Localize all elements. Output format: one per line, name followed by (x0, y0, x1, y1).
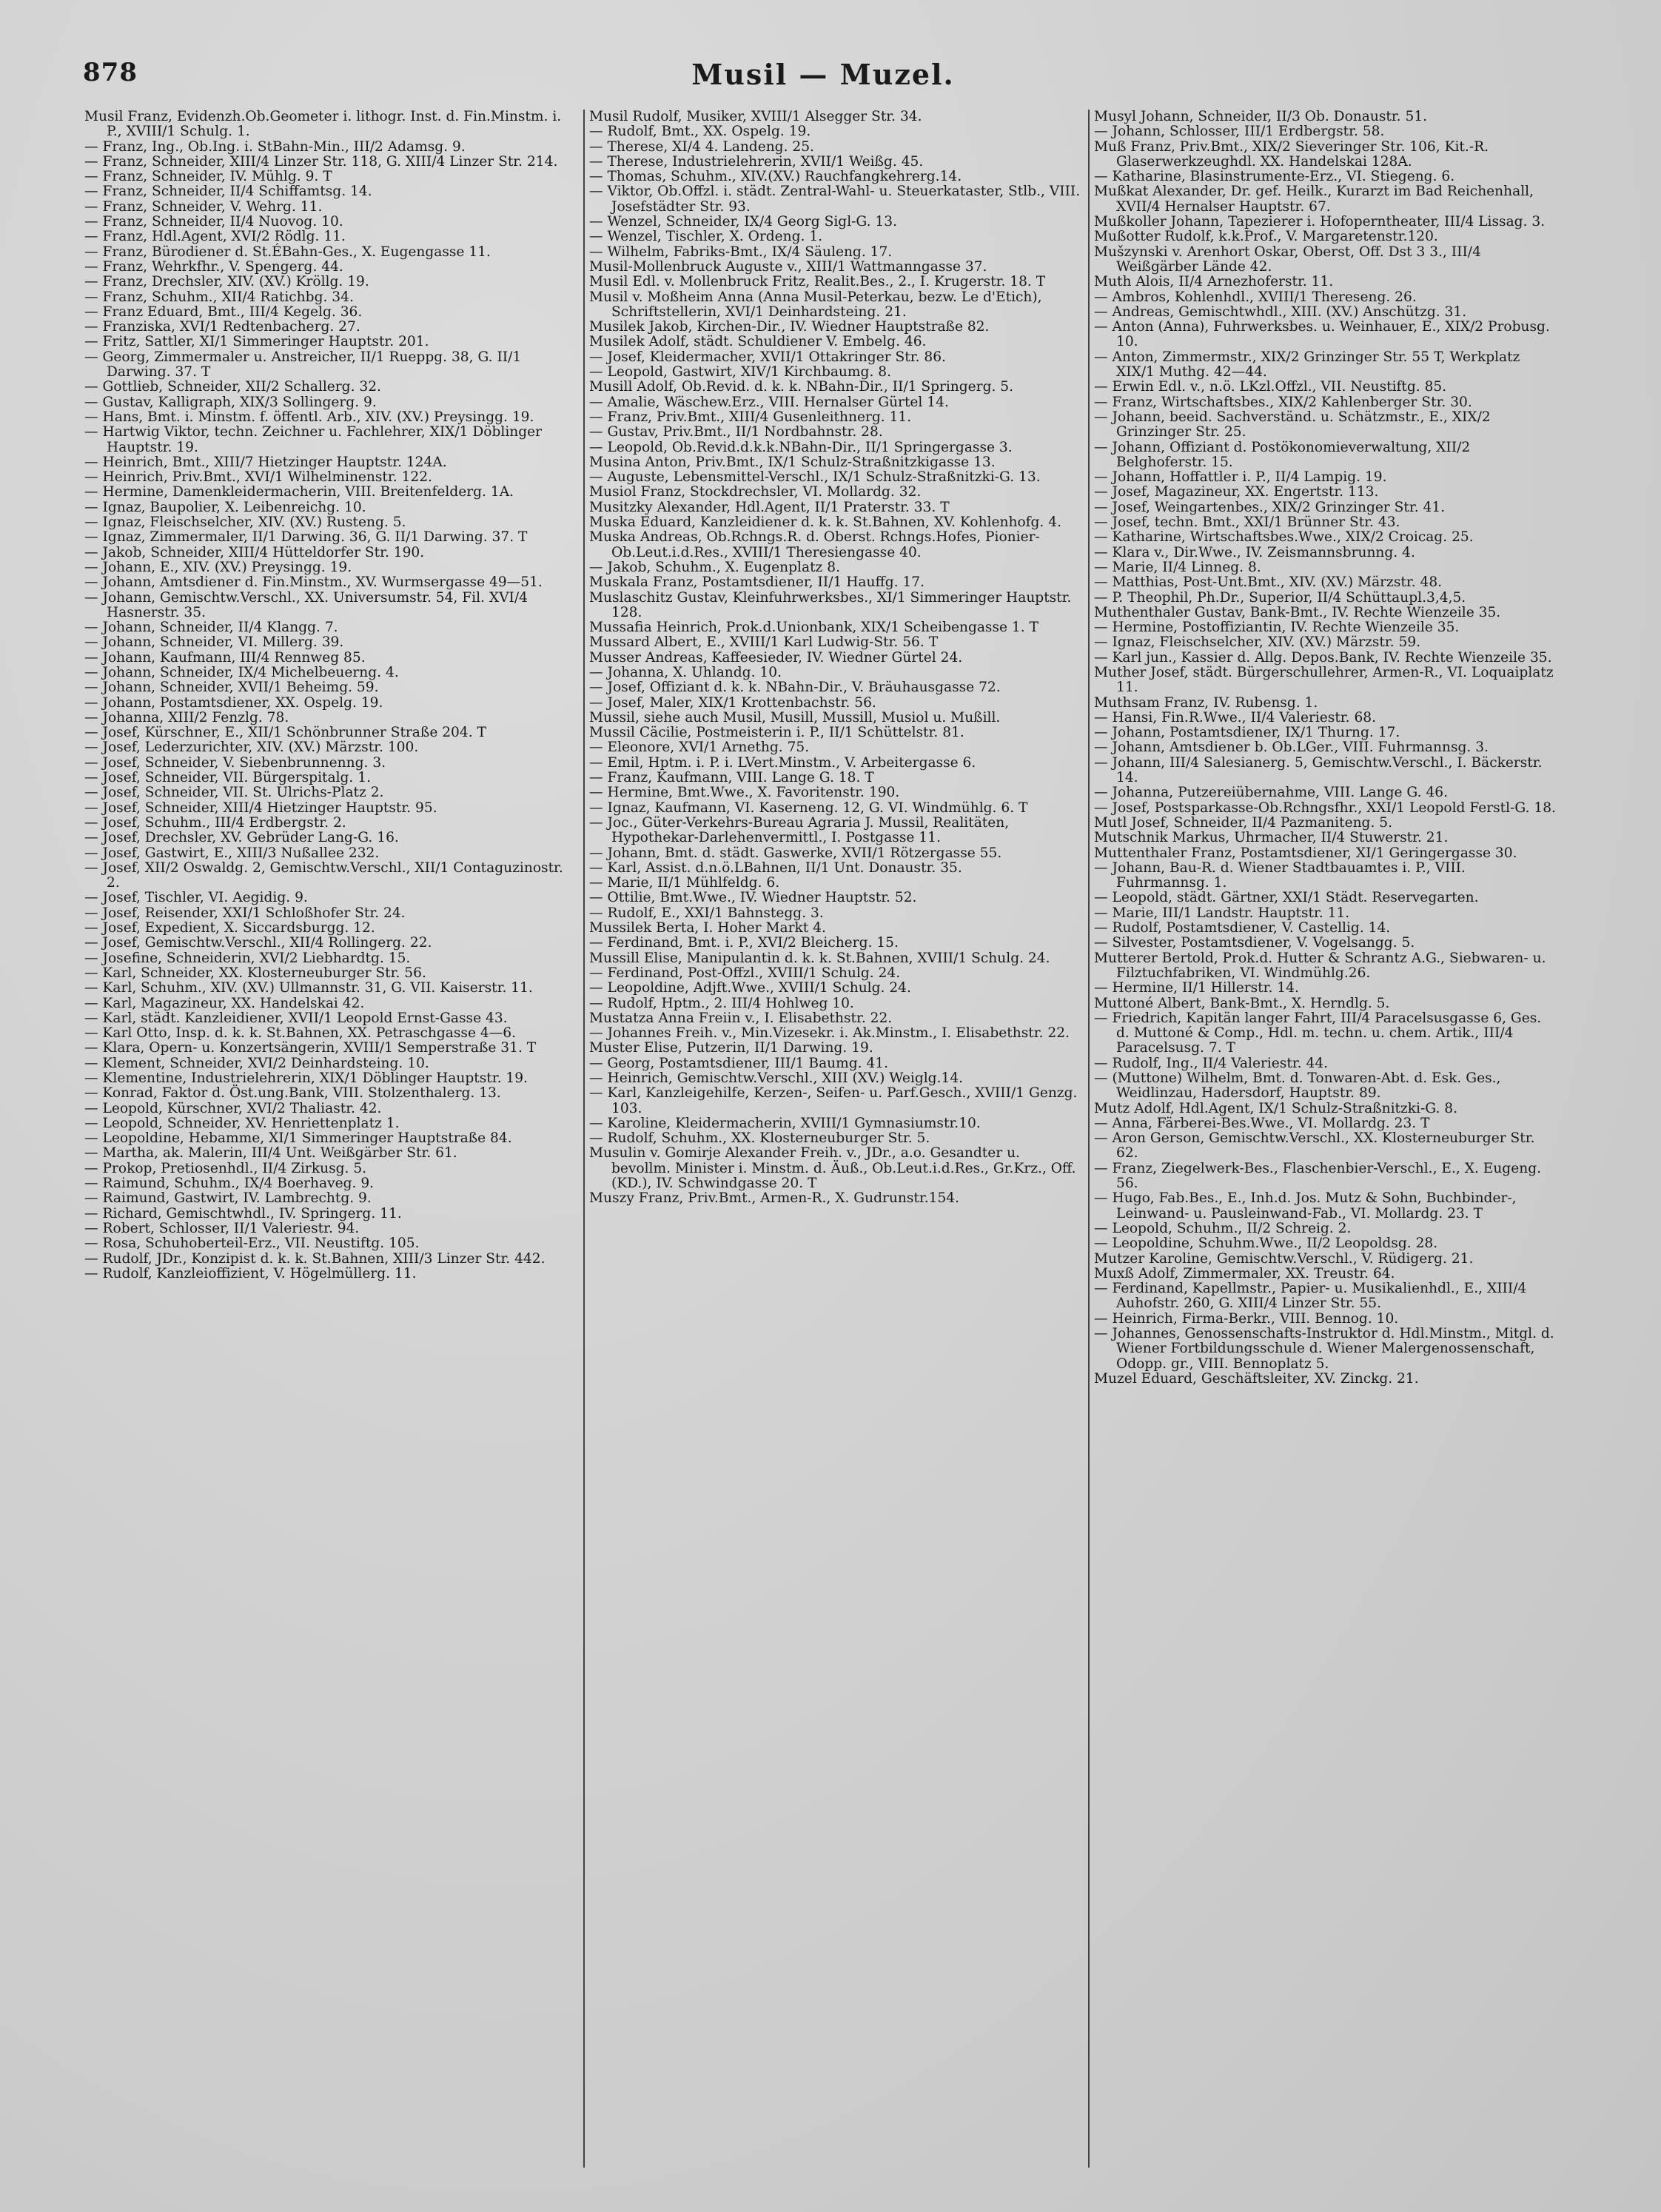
directory-entry: Musil Franz, Evidenzh.Ob.Geometer i. lithogr. Inst. d. Fin.Minstm. i. P., XVIII/1 Schulg. 1. (84, 110, 562, 140)
directory-entry: — Heinrich, Gemischtw.Verschl., XIII (XV.) Weiglg.14. (589, 1070, 964, 1086)
directory-entry: — Rudolf, Bmt., XX. Ospelg. 19. (589, 124, 811, 140)
directory-entry: — Raimund, Gastwirt, IV. Lambrechtg. 9. (84, 1190, 372, 1207)
directory-entry: — Leopold, Kürschner, XVI/2 Thaliastr. 42. (84, 1100, 382, 1116)
page-header (83, 58, 1563, 99)
directory-entry: — Ignaz, Zimmermaler, II/1 Darwing. 36, G. II/1 Darwing. 37. T (84, 529, 528, 546)
directory-entry: — Rudolf, Schuhm., XX. Klosterneuburger Str. 5. (589, 1130, 930, 1147)
directory-entry: Muszy Franz, Priv.Bmt., Armen-R., X. Gudrunstr.154. (589, 1190, 960, 1207)
directory-entry: — Marie, II/1 Mühlfeldg. 6. (589, 875, 780, 891)
directory-entry: — Klara, Opern- u. Konzertsängerin, XVIII/1 Semperstraße 31. T (84, 1040, 537, 1056)
page-number: 878 (83, 58, 138, 87)
directory-entry: — Josef, Schneider, VII. Bürgerspitalg. 1. (84, 770, 371, 786)
directory-entry: — Hansi, Fin.R.Wwe., II/4 Valeriestr. 68. (1094, 709, 1377, 725)
directory-entry: Musina Anton, Priv.Bmt., IX/1 Schulz-Straßnitzkigasse 13. (589, 454, 996, 470)
directory-entry: Muster Elise, Putzerin, II/1 Darwing. 19. (589, 1040, 873, 1056)
directory-entry: Mutschnik Markus, Uhrmacher, II/4 Stuwerstr. 21. (1094, 830, 1449, 846)
directory-entry: — Leopold, Schneider, XV. Henriettenplatz 1. (84, 1115, 400, 1131)
directory-entry: — Matthias, Post-Unt.Bmt., XIV. (XV.) Märzstr. 48. (1094, 574, 1443, 591)
directory-entry: — Josefine, Schneiderin, XVI/2 Liebhardtg. 15. (84, 950, 411, 966)
directory-entry: — Erwin Edl. v., n.ö. LKzl.Offzl., VII. Neustiftg. 85. (1094, 379, 1447, 395)
directory-entry: — Josef, Drechsler, XV. Gebrüder Lang-G. 16. (84, 830, 399, 846)
directory-entry: Musil Rudolf, Musiker, XVIII/1 Alsegger Str. 34. (589, 110, 922, 124)
directory-entry: — Josef, Kleidermacher, XVII/1 Ottakringer Str. 86. (589, 349, 946, 365)
directory-entry: — Franz Eduard, Bmt., III/4 Kegelg. 36. (84, 304, 363, 320)
directory-entry: — Georg, Zimmermaler u. Anstreicher, II/1 Rueppg. 38, G. II/1 Darwing. 37. T (84, 349, 522, 381)
directory-entry: — Klara v., Dir.Wwe., IV. Zeismannsbrunng. 4. (1094, 544, 1415, 560)
directory-entry: — Hermine, II/1 Hillerstr. 14. (1094, 980, 1299, 996)
directory-entry: — Franz, Schneider, IV. Mühlg. 9. T (84, 169, 332, 185)
directory-entry: — Johanna, X. Uhlandg. 10. (589, 664, 782, 680)
directory-entry: — Gustav, Priv.Bmt., II/1 Nordbahnstr. 28. (589, 424, 883, 440)
directory-entry: — Johann, Hoffattler i. P., II/4 Lampig. 19. (1094, 469, 1387, 486)
directory-entry: — Therese, XI/4 4. Landeng. 25. (589, 138, 814, 155)
directory-entry: — Johann, Schlosser, III/1 Erdbergstr. 58. (1094, 124, 1385, 140)
directory-entry: — Andreas, Gemischtwhdl., XIII. (XV.) Anschützg. 31. (1094, 304, 1467, 320)
directory-entry: — Franziska, XVI/1 Redtenbacherg. 27. (84, 319, 360, 335)
directory-entry: — Josef, Tischler, VI. Aegidig. 9. (84, 890, 308, 906)
directory-entry: — Josef, Lederzurichter, XIV. (XV.) Märzstr. 100. (84, 740, 419, 756)
directory-entry: — Rudolf, Ing., II/4 Valeriestr. 44. (1094, 1055, 1329, 1071)
directory-entry: — Hartwig Viktor, techn. Zeichner u. Fachlehrer, XIX/1 Döblinger Hauptstr. 19. (84, 424, 543, 455)
directory-entry: Muthsam Franz, IV. Rubensg. 1. (1094, 694, 1318, 711)
directory-entry: Musil-Mollenbruck Auguste v., XIII/1 Wattmanngasse 37. (589, 258, 987, 275)
directory-entry: — Ambros, Kohlenhdl., XVIII/1 Thereseng. 26. (1094, 289, 1417, 305)
directory-entry: — Johanna, XIII/2 Fenzlg. 78. (84, 709, 289, 725)
directory-entry: — Josef, Expedient, X. Siccardsburgg. 12. (84, 920, 375, 936)
directory-entry: — Marie, II/4 Linneg. 8. (1094, 559, 1261, 575)
directory-entry: Mutz Adolf, Hdl.Agent, IX/1 Schulz-Straßnitzki-G. 8. (1094, 1100, 1458, 1116)
column-right (1090, 110, 1563, 2168)
directory-entry: — Gustav, Kalligraph, XIX/3 Sollingerg. 9. (84, 394, 377, 410)
directory-entry: Muther Josef, städt. Bürgerschullehrer, Armen-R., VI. Loquaiplatz 11. (1094, 664, 1554, 696)
directory-entry: — Friedrich, Kapitän langer Fahrt, III/4 Paracelsusgasse 6, Ges. d. Muttoné & Comp., Hdl. m. techn. u. chem. Artik., III/4 Paracelsusg. 7. T (1094, 1010, 1542, 1056)
directory-entry: — Josef, Weingartenbes., XIX/2 Grinzinger Str. 41. (1094, 499, 1446, 515)
directory-entry: — Johann, Kaufmann, III/4 Rennweg 85. (84, 649, 366, 666)
directory-entry: Musilek Adolf, städt. Schuldiener V. Embelg. 46. (589, 334, 927, 350)
directory-entry: — Josef, XII/2 Oswaldg. 2, Gemischtw.Verschl., XII/1 Contaguzinostr. 2. (84, 859, 563, 891)
directory-entry: — Johann, Schneider, VI. Millerg. 39. (84, 634, 344, 651)
directory-entry: — Ferdinand, Kapellmstr., Papier- u. Musikalienhdl., E., XIII/4 Auhofstr. 260, G. XIII/4 Linzer Str. 55. (1094, 1281, 1527, 1312)
directory-entry: — Thomas, Schuhm., XIV.(XV.) Rauchfangkehrerg.14. (589, 169, 962, 185)
directory-entry: — Franz, Schneider, XIII/4 Linzer Str. 118, G. XIII/4 Linzer Str. 214. (84, 153, 558, 170)
directory-entry: — Karl, Assist. d.n.ö.LBahnen, II/1 Unt. Donaustr. 35. (589, 859, 962, 876)
directory-entry: Musyl Johann, Schneider, II/3 Ob. Donaustr. 51. (1094, 110, 1428, 124)
directory-entry: Mussill Elise, Manipulantin d. k. k. St.Bahnen, XVIII/1 Schulg. 24. (589, 950, 1050, 966)
directory-entry: — Hermine, Postoffiziantin, IV. Rechte Wienzeile 35. (1094, 620, 1460, 636)
directory-entry: — Georg, Postamtsdiener, III/1 Baumg. 41. (589, 1055, 889, 1071)
directory-entry: Muttoné Albert, Bank-Bmt., X. Herndlg. 5. (1094, 995, 1390, 1011)
directory-entry: Musill Adolf, Ob.Revid. d. k. k. NBahn-Dir., II/1 Springerg. 5. (589, 379, 1014, 395)
directory-entry: — Karl, städt. Kanzleidiener, XVII/1 Leopold Ernst-Gasse 43. (84, 1010, 508, 1026)
directory-entry: — Karl, Schuhm., XIV. (XV.) Ullmannstr. 31, G. VII. Kaiserstr. 11. (84, 980, 533, 996)
directory-entry: — Johann, Schneider, IX/4 Michelbeuerng. 4. (84, 664, 399, 680)
directory-entry: — Katharine, Blasinstrumente-Erz., VI. Stiegeng. 6. (1094, 169, 1455, 185)
directory-entry: — Johanna, Putzereiübernahme, VIII. Lange G. 46. (1094, 785, 1449, 801)
directory-entry: — Wenzel, Tischler, X. Ordeng. 1. (589, 229, 823, 245)
directory-entry: — Katharine, Wirtschaftsbes.Wwe., XIX/2 Croicag. 25. (1094, 529, 1474, 546)
directory-entry: Muska Eduard, Kanzleidiener d. k. k. St.Bahnen, XV. Kohlenhofg. 4. (589, 515, 1061, 531)
directory-entry: — Emil, Hptm. i. P. i. LVert.Minstm., V. Arbeitergasse 6. (589, 754, 976, 771)
directory-entry: — Josef, Reisender, XXI/1 Schloßhofer Str. 24. (84, 905, 406, 921)
directory-entry: — Josef, Postsparkasse-Ob.Rchngsfhr., XXI/1 Leopold Ferstl-G. 18. (1094, 800, 1556, 816)
directory-entry: — Franz, Bürodiener d. St.ÉBahn-Ges., X. Eugengasse 11. (84, 244, 491, 260)
directory-entry: — Viktor, Ob.Offzl. i. städt. Zentral-Wahl- u. Steuerkataster, Stlb., VIII. Josefstädter Str. 93. (589, 184, 1081, 215)
directory-entry: — Johann, Bmt. d. städt. Gaswerke, XVII/1 Rötzergasse 55. (589, 845, 1002, 861)
directory-entry: — Raimund, Schuhm., IX/4 Boerhaveg. 9. (84, 1176, 375, 1192)
directory-entry: — Karl, Magazineur, XX. Handelskai 42. (84, 995, 365, 1011)
directory-entry: — Joc., Güter-Verkehrs-Bureau Agraria J. Mussil, Realitäten, Hypothekar-Darlehenvermittl., I. Postgasse 11. (589, 814, 1010, 846)
directory-entry: Musulin v. Gomirje Alexander Freih. v., JDr., a.o. Gesandter u. bevollm. Minister i. Minstm. d. Äuß., Ob.Leut.i.d.Res., Gr.Krz., Off.(KD.), IV. Schwindgasse 20. T (589, 1145, 1076, 1192)
directory-entry: — Karl, Schneider, XX. Klosterneuburger Str. 56. (84, 965, 426, 981)
directory-entry: — Prokop, Pretiosenhdl., II/4 Zirkusg. 5. (84, 1160, 367, 1176)
directory-entry: — Josef, Schneider, XIII/4 Hietzinger Hauptstr. 95. (84, 800, 437, 816)
directory-entry: — Rudolf, Hptm., 2. III/4 Hohlweg 10. (589, 995, 854, 1011)
directory-entry: — Josef, Schneider, V. Siebenbrunnenng. 3. (84, 754, 386, 771)
directory-entry: — Gottlieb, Schneider, XII/2 Schallerg. 32. (84, 379, 381, 395)
directory-entry: — Ignaz, Fleischselcher, XIV. (XV.) Rusteng. 5. (84, 515, 406, 531)
directory-entry: — Hugo, Fab.Bes., E., Inh.d. Jos. Mutz & Sohn, Buchbinder-, Leinwand- u. Pausleinwand-Fab., VI. Mollardg. 23. T (1094, 1190, 1517, 1221)
directory-entry: — Jakob, Schneider, XIII/4 Hütteldorfer Str. 190. (84, 544, 425, 560)
directory-entry: — Franz, Schneider, II/4 Nuovog. 10. (84, 214, 343, 230)
directory-entry: — Johannes Freih. v., Min.Vizesekr. i. Ak.Minstm., I. Elisabethstr. 22. (589, 1025, 1070, 1042)
directory-entry: — Johann, Gemischtw.Verschl., XX. Universumstr. 54, Fil. XVI/4 Hasnerstr. 35. (84, 589, 528, 620)
directory-entry: — Franz, Wirtschaftsbes., XIX/2 Kahlenberger Str. 30. (1094, 394, 1472, 410)
directory-entry: — Klement, Schneider, XVI/2 Deinhardsteing. 10. (84, 1055, 429, 1071)
directory-entry: Muska Andreas, Ob.Rchngs.R. d. Oberst. Rchngs.Hofes, Pionier-Ob.Leut.i.d.Res., XVIII/1 Theresiengasse 40. (589, 529, 1040, 560)
directory-entry: — Hermine, Bmt.Wwe., X. Favoritenstr. 190. (589, 785, 900, 801)
directory-entry: — Hans, Bmt. i. Minstm. f. öffentl. Arb., XIV. (XV.) Preysingg. 19. (84, 409, 534, 425)
directory-entry: — Rosa, Schuhoberteil-Erz., VII. Neustiftg. 105. (84, 1236, 420, 1252)
directory-entry: — Josef, Schuhm., III/4 Erdbergstr. 2. (84, 814, 346, 831)
directory-entry: — Franz, Ziegelwerk-Bes., Flaschenbier-Verschl., E., X. Eugeng. 56. (1094, 1160, 1542, 1192)
column-middle (585, 110, 1090, 2168)
directory-entry: — Johann, Schneider, II/4 Klangg. 7. (84, 620, 338, 636)
directory-entry: — Heinrich, Firma-Berkr., VIII. Bennog. 10. (1094, 1310, 1399, 1327)
directory-entry: Mušzynski v. Arenhort Oskar, Oberst, Off. Dst 3 3., III/4 Weißgärber Lände 42. (1094, 244, 1481, 275)
directory-entry: Mutl Josef, Schneider, II/4 Pazmaniteng. 5. (1094, 814, 1393, 831)
directory-entry: — Josef, Kürschner, E., XII/1 Schönbrunner Straße 204. T (84, 725, 486, 741)
directory-entry: — Leopoldine, Schuhm.Wwe., II/2 Leopoldsg. 28. (1094, 1236, 1438, 1252)
directory-entry: — Aron Gerson, Gemischtw.Verschl., XX. Klosterneuburger Str. 62. (1094, 1130, 1535, 1162)
directory-entry: Musitzky Alexander, Hdl.Agent, II/1 Praterstr. 33. T (589, 499, 950, 515)
directory-entry: — Leopoldine, Hebamme, XI/1 Simmeringer Hauptstraße 84. (84, 1130, 512, 1147)
directory-entry: — Rudolf, E., XXI/1 Bahnstegg. 3. (589, 905, 824, 921)
directory-entry: — Johann, Bau-R. d. Wiener Stadtbauamtes i. P., VIII. Fuhrmannsg. 1. (1094, 859, 1466, 891)
directory-entry: Mussafia Heinrich, Prok.d.Unionbank, XIX/1 Scheibengasse 1. T (589, 620, 1038, 636)
directory-entry: Muth Alois, II/4 Arnezhoferstr. 11. (1094, 274, 1334, 290)
directory-entry: — Wilhelm, Fabriks-Bmt., IX/4 Säuleng. 17. (589, 244, 893, 260)
directory-entry: — Konrad, Faktor d. Öst.ung.Bank, VIII. Stolzenthalerg. 13. (84, 1085, 501, 1102)
directory-entry: — Karl, Kanzleigehilfe, Kerzen-, Seifen- u. Parf.Gesch., XVIII/1 Genzg. 103. (589, 1085, 1078, 1116)
directory-entry: — Franz, Hdl.Agent, XVI/2 Rödlg. 11. (84, 229, 346, 245)
directory-entry: Mussard Albert, E., XVIII/1 Karl Ludwig-Str. 56. T (589, 634, 939, 651)
directory-entry: — Josef, Gastwirt, E., XIII/3 Nußallee 232. (84, 845, 380, 861)
directory-entry: — Leopoldine, Adjft.Wwe., XVIII/1 Schulg. 24. (589, 980, 911, 996)
directory-entry: Mutzer Karoline, Gemischtw.Verschl., V. Rüdigerg. 21. (1094, 1250, 1474, 1267)
directory-entry: Musiol Franz, Stockdrechsler, VI. Mollardg. 32. (589, 484, 922, 500)
directory-entry: — Franz, Schuhm., XII/4 Ratichbg. 34. (84, 289, 354, 305)
directory-entry: — Johann, Postamtsdiener, IX/1 Thurng. 17. (1094, 725, 1400, 741)
directory-entry: Musilek Jakob, Kirchen-Dir., IV. Wiedner Hauptstraße 82. (589, 319, 990, 335)
directory-entry: — Karl Otto, Insp. d. k. k. St.Bahnen, XX. Petraschgasse 4—6. (84, 1025, 517, 1042)
running-head: Musil — Muzel. (691, 58, 955, 91)
directory-entry: — Franz, Priv.Bmt., XIII/4 Gusenleithnerg. 11. (589, 409, 912, 425)
directory-entry: Mußotter Rudolf, k.k.Prof., V. Margaretenstr.120. (1094, 229, 1438, 245)
directory-entry: — Leopold, Ob.Revid.d.k.k.NBahn-Dir., II/1 Springergasse 3. (589, 439, 1013, 455)
directory-entry: — Josef, Magazineur, XX. Engertstr. 113. (1094, 484, 1379, 500)
directory-entry: — Johannes, Genossenschafts-Instruktor d. Hdl.Minstm., Mitgl. d. Wiener Fortbildungsschule d. Wiener Malergenossenschaft, Odopp. gr., VIII. Bennoplatz 5. (1094, 1326, 1554, 1372)
directory-entry: — Ferdinand, Post-Offzl., XVIII/1 Schulg. 24. (589, 965, 901, 981)
directory-entry: — Karoline, Kleidermacherin, XVIII/1 Gymnasiumstr.10. (589, 1115, 981, 1131)
directory-entry: Muzel Eduard, Geschäftsleiter, XV. Zinckg. 21. (1094, 1370, 1419, 1387)
directory-entry: — Johann, E., XIV. (XV.) Preysingg. 19. (84, 559, 352, 575)
directory-entry: — Anna, Färberei-Bes.Wwe., VI. Mollardg. 23. T (1094, 1115, 1430, 1131)
directory-entry: — Karl jun., Kassier d. Allg. Depos.Bank, IV. Rechte Wienzeile 35. (1094, 649, 1552, 666)
directory-entry: — Johann, beeid. Sachverständ. u. Schätzmstr., E., XIX/2 Grinzinger Str. 25. (1094, 409, 1491, 440)
directory-entry: — Amalie, Wäschew.Erz., VIII. Hernalser Gürtel 14. (589, 394, 949, 410)
directory-entry: — Wenzel, Schneider, IX/4 Georg Sigl-G. 13. (589, 214, 898, 230)
directory-entry: — Martha, ak. Malerin, III/4 Unt. Weißgärber Str. 61. (84, 1145, 457, 1162)
entry-columns (80, 110, 1563, 2168)
directory-entry: Mussil Cäcilie, Postmeisterin i. P., II/1 Schüttelstr. 81. (589, 725, 964, 741)
directory-entry: — Franz, Wehrkfhr., V. Spengerg. 44. (84, 258, 343, 275)
directory-entry: Muthenthaler Gustav, Bank-Bmt., IV. Rechte Wienzeile 35. (1094, 604, 1501, 620)
directory-entry: — Rudolf, Kanzleioffizient, V. Högelmüllerg. 11. (84, 1265, 417, 1281)
directory-entry: Mußkat Alexander, Dr. gef. Heilk., Kurarzt im Bad Reichenhall, XVII/4 Hernalser Hauptstr. 67. (1094, 184, 1534, 215)
directory-entry: — Johann, III/4 Salesianerg. 5, Gemischtw.Verschl., I. Bäckerstr. 14. (1094, 754, 1543, 786)
directory-entry: — Josef, Offiziant d. k. k. NBahn-Dir., V. Bräuhausgasse 72. (589, 680, 1001, 696)
directory-entry: — Ignaz, Kaufmann, VI. Kaserneng. 12, G. VI. Windmühlg. 6. T (589, 800, 1028, 816)
column-left (80, 110, 585, 2168)
directory-entry: Muttenthaler Franz, Postamtsdiener, XI/1 Geringergasse 30. (1094, 845, 1517, 861)
directory-entry: — Josef, Gemischtw.Verschl., XII/4 Rollingerg. 22. (84, 935, 432, 951)
directory-entry: — Johann, Postamtsdiener, XX. Ospelg. 19. (84, 694, 383, 711)
directory-entry: — Auguste, Lebensmittel-Verschl., IX/1 Schulz-Straßnitzki-G. 13. (589, 469, 1041, 486)
directory-entry: — Leopold, städt. Gärtner, XXI/1 Städt. Reservegarten. (1094, 890, 1479, 906)
directory-entry: — Heinrich, Bmt., XIII/7 Hietzinger Hauptstr. 124A. (84, 454, 447, 470)
directory-entry: — Anton, Zimmermstr., XIX/2 Grinzinger Str. 55 T, Werkplatz XIX/1 Muthg. 42—44. (1094, 349, 1520, 381)
directory-entry: Muxß Adolf, Zimmermaler, XX. Treustr. 64. (1094, 1265, 1395, 1281)
directory-entry: Mutterer Bertold, Prok.d. Hutter & Schrantz A.G., Siebwaren- u. Filztuchfabriken, VI. Windmühlg.26. (1094, 950, 1546, 981)
directory-entry: Musser Andreas, Kaffeesieder, IV. Wiedner Gürtel 24. (589, 649, 963, 666)
directory-entry: — Josef, techn. Bmt., XXI/1 Brünner Str. 43. (1094, 515, 1400, 531)
directory-entry: — Franz, Kaufmann, VIII. Lange G. 18. T (589, 770, 874, 786)
directory-entry: Mustatza Anna Freiin v., I. Elisabethstr. 22. (589, 1010, 893, 1026)
directory-entry: — Leopold, Gastwirt, XIV/1 Kirchbaumg. 8. (589, 364, 892, 381)
directory-entry: Musil Edl. v. Mollenbruck Fritz, Realit.Bes., 2., I. Krugerstr. 18. T (589, 274, 1046, 290)
directory-entry: Mußkoller Johann, Tapezierer i. Hofoperntheater, III/4 Lissag. 3. (1094, 214, 1546, 230)
directory-entry: — Jakob, Schuhm., X. Eugenplatz 8. (589, 559, 841, 575)
directory-entry: — Ignaz, Fleischselcher, XIV. (XV.) Märzstr. 59. (1094, 634, 1421, 651)
directory-entry: — Josef, Schneider, VII. St. Ulrichs-Platz 2. (84, 785, 384, 801)
directory-entry: — Ottilie, Bmt.Wwe., IV. Wiedner Hauptstr. 52. (589, 890, 917, 906)
directory-entry: — P. Theophil, Ph.Dr., Superior, II/4 Schüttaupl.3,4,5. (1094, 589, 1466, 606)
directory-entry: — Ignaz, Baupolier, X. Leibenreichg. 10. (84, 499, 366, 515)
directory-entry: — Johann, Schneider, XVII/1 Beheimg. 59. (84, 680, 379, 696)
directory-entry: — Robert, Schlosser, II/1 Valeriestr. 94. (84, 1220, 360, 1236)
directory-entry: — Therese, Industrielehrerin, XVII/1 Weißg. 45. (589, 153, 924, 170)
directory-entry: Muß Franz, Priv.Bmt., XIX/2 Sieveringer Str. 106, Kit.-R. Glaserwerkzeughdl. XX. Handelskai 128A. (1094, 138, 1489, 170)
directory-entry: — Leopold, Schuhm., II/2 Schreig. 2. (1094, 1220, 1352, 1236)
directory-entry: — Josef, Maler, XIX/1 Krottenbachstr. 56. (589, 694, 876, 711)
directory-entry: — Richard, Gemischtwhdl., IV. Springerg. 11. (84, 1205, 402, 1221)
directory-entry: Mussilek Berta, I. Hoher Markt 4. (589, 920, 826, 936)
directory-entry: — Hermine, Damenkleidermacherin, VIII. Breitenfelderg. 1A. (84, 484, 514, 500)
directory-entry: — Marie, III/1 Landstr. Hauptstr. 11. (1094, 905, 1350, 921)
directory-entry: — Johann, Amtsdiener b. Ob.LGer., VIII. Fuhrmannsg. 3. (1094, 740, 1489, 756)
directory-entry: Muslaschitz Gustav, Kleinfuhrwerksbes., XI/1 Simmeringer Hauptstr. 128. (589, 589, 1072, 620)
directory-entry: — Johann, Offiziant d. Postökonomieverwaltung, XII/2 Belghoferstr. 15. (1094, 439, 1471, 470)
directory-entry: — Fritz, Sattler, XI/1 Simmeringer Hauptstr. 201. (84, 334, 429, 350)
directory-entry: Mussil, siehe auch Musil, Musill, Mussill, Musiol u. Mußill. (589, 709, 1001, 725)
directory-entry: — Franz, Schneider, II/4 Schiffamtsg. 14. (84, 184, 372, 200)
directory-entry: — Franz, Schneider, V. Wehrg. 11. (84, 198, 323, 215)
directory-entry: Musil v. Moßheim Anna (Anna Musil-Peterkau, bezw. Le d'Etich), Schriftstellerin, XVI/1 Deinhardsteing. 21. (589, 289, 1042, 320)
directory-entry: — (Muttone) Wilhelm, Bmt. d. Tonwaren-Abt. d. Esk. Ges., Weidlinzau, Hadersdorf, Hauptstr. 89. (1094, 1070, 1501, 1102)
directory-entry: — Heinrich, Priv.Bmt., XVI/1 Wilhelminenstr. 122. (84, 469, 432, 486)
directory-entry: — Rudolf, JDr., Konzipist d. k. k. St.Bahnen, XIII/3 Linzer Str. 442. (84, 1250, 546, 1267)
directory-entry: — Eleonore, XVI/1 Arnethg. 75. (589, 740, 810, 756)
directory-entry: — Anton (Anna), Fuhrwerksbes. u. Weinhauer, E., XIX/2 Probusg. 10. (1094, 319, 1550, 350)
directory-entry: — Johann, Amtsdiener d. Fin.Minstm., XV. Wurmsergasse 49—51. (84, 574, 543, 591)
directory-entry: — Silvester, Postamtsdiener, V. Vogelsangg. 5. (1094, 935, 1415, 951)
directory-entry: — Klementine, Industrielehrerin, XIX/1 Döblinger Hauptstr. 19. (84, 1070, 528, 1086)
directory-entry: — Rudolf, Postamtsdiener, V. Castellig. 14. (1094, 920, 1391, 936)
directory-entry: Muskala Franz, Postamtsdiener, II/1 Hauffg. 17. (589, 574, 925, 591)
directory-entry: — Franz, Ing., Ob.Ing. i. StBahn-Min., III/2 Adamsg. 9. (84, 138, 466, 155)
directory-entry: — Ferdinand, Bmt. i. P., XVI/2 Bleicherg. 15. (589, 935, 899, 951)
directory-entry: — Franz, Drechsler, XIV. (XV.) Kröllg. 19. (84, 274, 369, 290)
